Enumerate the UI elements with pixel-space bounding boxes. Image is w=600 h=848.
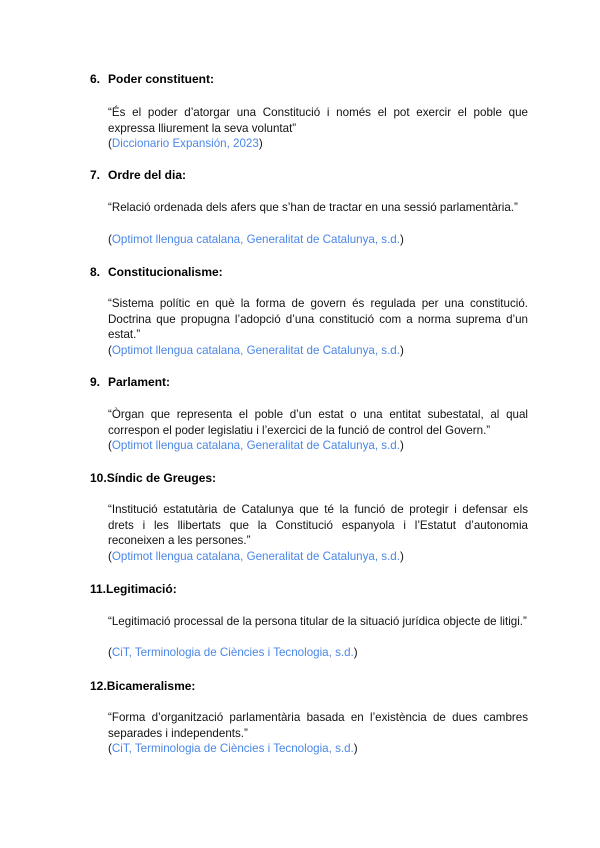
entry-term: Ordre del dia: — [108, 168, 187, 182]
entry-term: Bicameralisme: — [106, 679, 196, 693]
entry-number: 8. — [90, 265, 101, 279]
entry-heading — [90, 265, 223, 279]
entry-number: 9. — [90, 375, 101, 389]
entry-citation: (Optimot llengua catalana, Generalitat de Catalunya, s.d.) — [108, 344, 404, 357]
entry-number: 6. — [90, 72, 101, 86]
entry-citation: (Diccionario Expansión, 2023) — [108, 137, 263, 150]
citation-link[interactable]: Optimot llengua catalana, Generalitat de Catalunya, s.d. — [111, 550, 400, 563]
entry-citation: (CiT, Terminologia de Ciències i Tecnologia, s.d.) — [108, 742, 358, 755]
entry-number: 7. — [90, 168, 101, 182]
entry-citation: (CiT, Terminologia de Ciències i Tecnologia, s.d.) — [108, 646, 358, 659]
entry-definition: “Relació ordenada dels afers que s’han de tractar en una sessió parlamentària.” — [108, 201, 518, 214]
entry-term: Poder constituent: — [108, 72, 215, 86]
entry-definition: “Institució estatutària de Catalunya que té la funció de protegir i defensar els drets i les llibertats que la Constitució espanyola i l’Estatut d’autonomia reconeixen a les persones.” — [108, 503, 528, 547]
entry-term: Síndic de Greuges: — [106, 471, 217, 485]
entry-heading — [90, 168, 186, 182]
entry-heading — [90, 582, 177, 596]
citation-link[interactable]: CiT, Terminologia de Ciències i Tecnologia, s.d. — [111, 742, 354, 755]
entry-heading — [90, 375, 170, 389]
entry-citation: (Optimot llengua catalana, Generalitat de Catalunya, s.d.) — [108, 233, 404, 246]
entry-number: 12. — [90, 679, 107, 693]
entry-heading — [90, 679, 195, 693]
entry-number: 10. — [90, 471, 107, 485]
entry-definition: “Legitimació processal de la persona titular de la situació jurídica objecte de litigi.” — [108, 615, 527, 628]
entry-term: Constitucionalisme: — [108, 265, 223, 279]
entry-heading — [90, 72, 214, 86]
entry-term: Parlament: — [108, 375, 171, 389]
entry-definition: “Òrgan que representa el poble d’un estat o una entitat subestatal, al qual correspon el poder legislatiu i l’exercici de la funció de control del Govern.” — [108, 408, 528, 437]
entry-definition: “Sistema polític en què la forma de govern és regulada per una constitució. Doctrina que propugna l’adopció d’una constitució com a norma suprema d’un estat.” — [108, 297, 528, 341]
citation-link[interactable]: Diccionario Expansión, 2023 — [111, 137, 259, 150]
entry-term: Legitimació: — [106, 582, 177, 596]
citation-link[interactable]: Optimot llengua catalana, Generalitat de Catalunya, s.d. — [111, 344, 400, 357]
entry-citation: (Optimot llengua catalana, Generalitat de Catalunya, s.d.) — [108, 439, 404, 452]
entry-citation: (Optimot llengua catalana, Generalitat de Catalunya, s.d.) — [108, 550, 404, 563]
citation-link[interactable]: Optimot llengua catalana, Generalitat de Catalunya, s.d. — [111, 439, 400, 452]
entry-heading — [90, 471, 216, 485]
citation-link[interactable]: Optimot llengua catalana, Generalitat de Catalunya, s.d. — [111, 233, 400, 246]
entry-number: 11. — [90, 582, 107, 596]
entry-definition: “Forma d’organització parlamentària basada en l’existència de dues cambres separades i independents.” — [108, 711, 528, 740]
citation-link[interactable]: CiT, Terminologia de Ciències i Tecnologia, s.d. — [111, 646, 354, 659]
entry-definition: “És el poder d’atorgar una Constitució i només el pot exercir el poble que expressa lliurement la seva voluntat” — [108, 106, 528, 135]
